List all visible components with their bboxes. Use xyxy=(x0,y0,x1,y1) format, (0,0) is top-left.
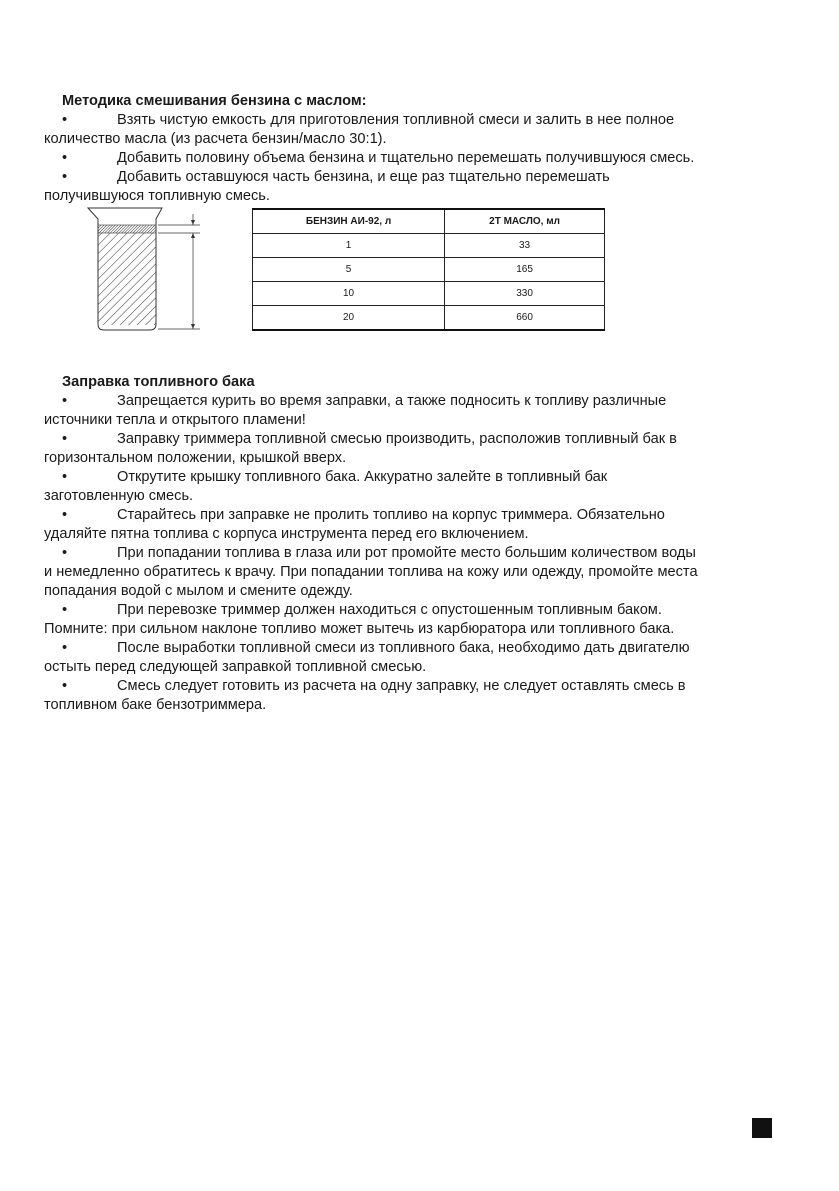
line-text: заготовленную смесь. xyxy=(44,488,194,504)
line-text: Открутите крышку топливного бака. Аккуратно залейте в топливный бак xyxy=(117,469,608,485)
table-row xyxy=(253,258,605,282)
line-text: Смесь следует готовить из расчета на одну заправку, не следует оставлять смесь в xyxy=(117,678,686,694)
table-row xyxy=(253,234,605,258)
header-gasoline: БЕНЗИН АИ-92, л xyxy=(253,209,445,234)
mixing-method-section xyxy=(44,92,804,206)
line-text: попадания водой с мылом и смените одежду. xyxy=(44,583,353,599)
bullet-icon: • xyxy=(62,678,68,694)
cell: 660 xyxy=(445,306,605,331)
text-line xyxy=(44,187,804,206)
text-line xyxy=(44,130,804,149)
text-line xyxy=(44,430,804,449)
text-line xyxy=(44,563,804,582)
section-title: Методика смешивания бензина с маслом: xyxy=(62,93,367,109)
page-marker xyxy=(752,1118,772,1138)
text-line xyxy=(44,487,804,506)
line-text: Добавить оставшуюся часть бензина, и еще раз тщательно перемешать xyxy=(117,169,610,185)
fuel-oil-ratio-table xyxy=(252,208,605,331)
bullet-item xyxy=(44,677,804,715)
cell: 10 xyxy=(253,282,445,306)
text-line xyxy=(44,411,804,430)
cell: 5 xyxy=(253,258,445,282)
bullet-item xyxy=(44,111,804,149)
text-line xyxy=(44,601,804,620)
bullet-icon: • xyxy=(62,507,68,523)
bullet-icon: • xyxy=(62,431,68,447)
text-line xyxy=(44,506,804,525)
line-text: При попадании топлива в глаза или рот промойте место большим количеством воды xyxy=(117,545,696,561)
line-text: количество масла (из расчета бензин/масло 30:1). xyxy=(44,131,387,147)
line-text: Помните: при сильном наклоне топливо может вытечь из карбюратора или топливного бака. xyxy=(44,621,675,637)
line-text: Добавить половину объема бензина и тщательно перемешать получившуюся смесь. xyxy=(117,150,695,166)
text-line xyxy=(44,658,804,677)
bullet-icon: • xyxy=(62,602,68,618)
line-text: Старайтесь при заправке не пролить топливо на корпус триммера. Обязательно xyxy=(117,507,665,523)
line-text: Запрещается курить во время заправки, а также подносить к топливу различные xyxy=(117,393,667,409)
bullet-icon: • xyxy=(62,150,68,166)
bullet-item xyxy=(44,149,804,168)
text-line xyxy=(44,449,804,468)
text-line xyxy=(44,111,804,130)
text-line xyxy=(44,620,804,639)
bullet-icon: • xyxy=(62,393,68,409)
bullet-icon: • xyxy=(62,169,68,185)
bullet-item xyxy=(44,430,804,468)
line-text: топливном баке бензотриммера. xyxy=(44,697,267,713)
refueling-section xyxy=(44,373,804,715)
text-line xyxy=(44,149,804,168)
table-row xyxy=(253,282,605,306)
line-text: При перевозке триммер должен находиться с опустошенным топливным баком. xyxy=(117,602,662,618)
text-line xyxy=(44,639,804,658)
bullet-item xyxy=(44,544,804,601)
bullet-icon: • xyxy=(62,112,68,128)
section-title: Заправка топливного бака xyxy=(62,374,255,390)
cell: 165 xyxy=(445,258,605,282)
bullet-item xyxy=(44,639,804,677)
table-row xyxy=(253,306,605,331)
table-header-row xyxy=(253,209,605,234)
text-line xyxy=(44,677,804,696)
line-text: горизонтальном положении, крышкой вверх. xyxy=(44,450,347,466)
line-text: Взять чистую емкость для приготовления топливной смеси и залить в нее полное xyxy=(117,112,675,128)
text-line xyxy=(44,582,804,601)
line-text: источники тепла и открытого пламени! xyxy=(44,412,306,428)
text-line xyxy=(44,696,804,715)
line-text: После выработки топливной смеси из топливного бака, необходимо дать двигателю xyxy=(117,640,690,656)
line-text: получившуюся топливную смесь. xyxy=(44,188,270,204)
line-text: и немедленно обратитесь к врачу. При попадании топлива на кожу или одежду, промойте места xyxy=(44,564,698,580)
cell: 330 xyxy=(445,282,605,306)
bullet-item xyxy=(44,506,804,544)
cell: 33 xyxy=(445,234,605,258)
cell: 1 xyxy=(253,234,445,258)
bullet-item xyxy=(44,468,804,506)
bullet-item xyxy=(44,392,804,430)
bullet-icon: • xyxy=(62,545,68,561)
text-line xyxy=(44,468,804,487)
text-line xyxy=(44,392,804,411)
mixing-container-diagram xyxy=(86,206,206,334)
bullet-icon: • xyxy=(62,640,68,656)
line-text: удаляйте пятна топлива с корпуса инструмента перед его включением. xyxy=(44,526,529,542)
line-text: остыть перед следующей заправкой топливной смесью. xyxy=(44,659,427,675)
bullet-item xyxy=(44,601,804,639)
cell: 20 xyxy=(253,306,445,331)
text-line xyxy=(44,525,804,544)
header-oil: 2Т МАСЛО, мл xyxy=(445,209,605,234)
text-line xyxy=(44,168,804,187)
text-line xyxy=(44,544,804,563)
bullet-item xyxy=(44,168,804,206)
bullet-icon: • xyxy=(62,469,68,485)
line-text: Заправку триммера топливной смесью производить, расположив топливный бак в xyxy=(117,431,677,447)
